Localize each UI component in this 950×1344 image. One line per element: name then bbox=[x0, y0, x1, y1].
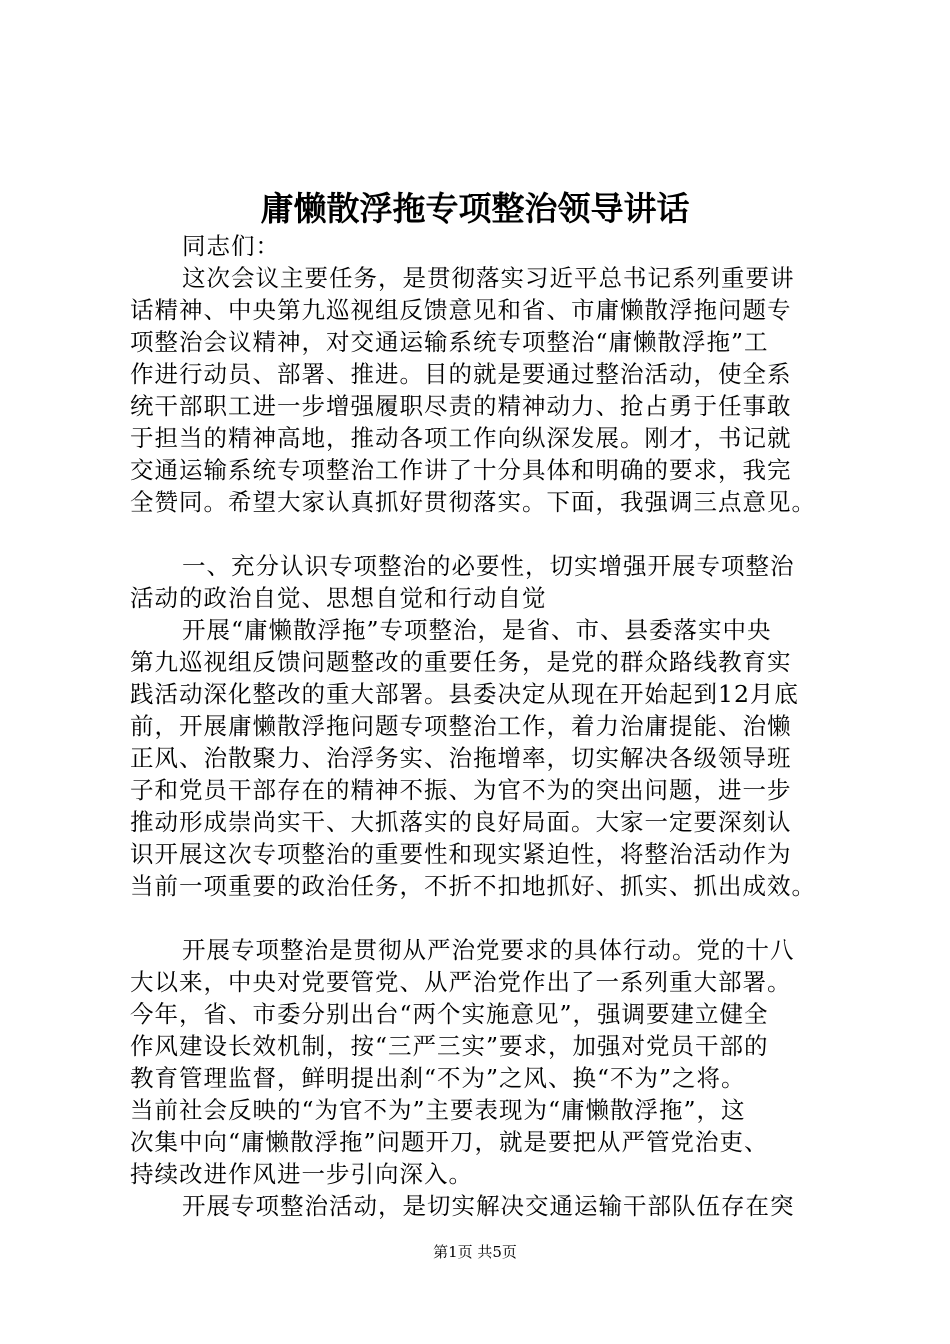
section-heading-line: 活动的政治自觉、思想自觉和行动自觉 bbox=[130, 584, 547, 612]
paragraph-line: 开展专项整治是贯彻从严治党要求的具体行动。党的十八 bbox=[182, 936, 795, 964]
paragraph-line: 作进行动员、部署、推进。目的就是要通过整治活动，使全系 bbox=[130, 360, 792, 388]
paragraph-line: 前，开展庸懒散浮拖问题专项整治工作，着力治庸提能、治懒 bbox=[130, 712, 792, 740]
paragraph-line: 次集中向“庸懒散浮拖”问题开刀，就是要把从严管党治吏、 bbox=[130, 1128, 769, 1156]
paragraph-line: 当前社会反映的“为官不为”主要表现为“庸懒散浮拖”，这 bbox=[130, 1096, 746, 1124]
document-body bbox=[130, 230, 850, 1222]
paragraph-line: 教育管理监督，鲜明提出刹“不为”之风、换“不为”之将。 bbox=[130, 1064, 746, 1092]
paragraph-line: 话精神、中央第九巡视组反馈意见和省、市庸懒散浮拖问题专 bbox=[130, 296, 792, 324]
paragraph-line: 作风建设长效机制，按“三严三实”要求，加强对党员干部的 bbox=[130, 1032, 769, 1060]
paragraph-line: 第九巡视组反馈问题整改的重要任务，是党的群众路线教育实 bbox=[130, 648, 792, 676]
paragraph-line: 推动形成崇尚实干、大抓落实的良好局面。大家一定要深刻认 bbox=[130, 808, 792, 836]
paragraph-line: 于担当的精神高地，推动各项工作向纵深发展。刚才，书记就 bbox=[130, 424, 792, 452]
paragraph-line: 践活动深化整改的重大部署。县委决定从现在开始起到12月底 bbox=[130, 680, 799, 708]
document-title: 庸懒散浮拖专项整治领导讲话 bbox=[260, 189, 690, 228]
paragraph-line: 开展专项整治活动，是切实解决交通运输干部队伍存在突 bbox=[182, 1192, 795, 1220]
blank-line bbox=[130, 902, 850, 934]
section-heading-line: 一、充分认识专项整治的必要性，切实增强开展专项整治 bbox=[182, 552, 795, 580]
paragraph-line: 这次会议主要任务，是贯彻落实习近平总书记系列重要讲 bbox=[182, 264, 795, 292]
page-footer: 第1页 共5页 bbox=[433, 1243, 517, 1261]
paragraph-line: 今年，省、市委分别出台“两个实施意见”，强调要建立健全 bbox=[130, 1000, 769, 1028]
paragraph-line: 交通运输系统专项整治工作讲了十分具体和明确的要求，我完 bbox=[130, 456, 792, 484]
paragraph-line: 开展“庸懒散浮拖”专项整治，是省、市、县委落实中央 bbox=[182, 616, 772, 644]
paragraph-line: 大以来，中央对党要管党、从严治党作出了一系列重大部署。 bbox=[130, 968, 792, 996]
paragraph-line: 统干部职工进一步增强履职尽责的精神动力、抢占勇于任事敢 bbox=[130, 392, 792, 420]
paragraph-line: 当前一项重要的政治任务，不折不扣地抓好、抓实、抓出成效。 bbox=[130, 872, 816, 900]
paragraph-line: 全赞同。希望大家认真抓好贯彻落实。下面，我强调三点意见。 bbox=[130, 488, 816, 516]
paragraph-line: 正风、治散聚力、治浮务实、治拖增率，切实解决各级领导班 bbox=[130, 744, 792, 772]
paragraph-line: 子和党员干部存在的精神不振、为官不为的突出问题，进一步 bbox=[130, 776, 792, 804]
paragraph-line: 持续改进作风进一步引向深入。 bbox=[130, 1160, 473, 1188]
salutation: 同志们： bbox=[182, 232, 280, 260]
blank-line bbox=[130, 518, 850, 550]
paragraph-line: 项整治会议精神，对交通运输系统专项整治“庸懒散浮拖”工 bbox=[130, 328, 769, 356]
paragraph-line: 识开展这次专项整治的重要性和现实紧迫性，将整治活动作为 bbox=[130, 840, 792, 868]
